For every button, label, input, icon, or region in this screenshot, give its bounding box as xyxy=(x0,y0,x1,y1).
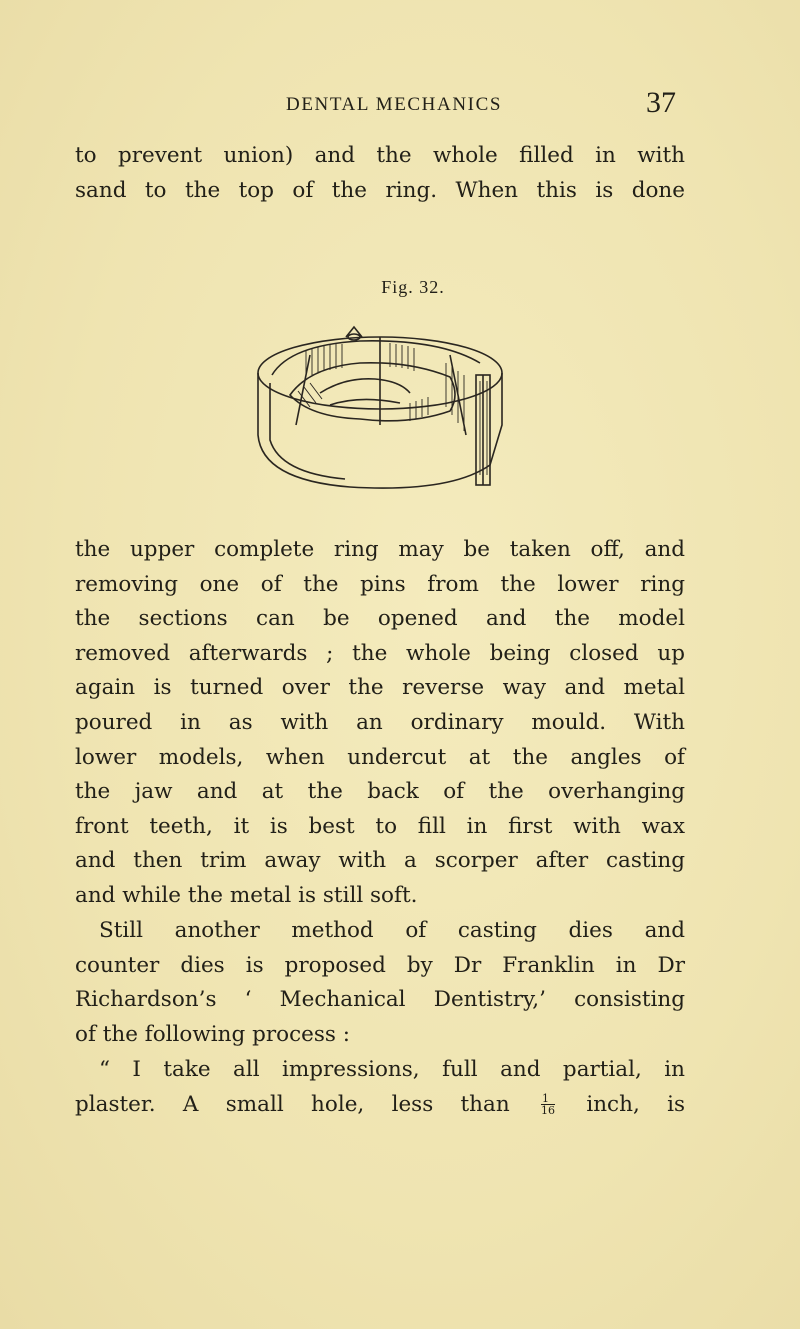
text-line: and then trim away with a scorper after casting xyxy=(75,848,685,874)
figure-illustration-ring-mould xyxy=(250,315,522,500)
text-line: again is turned over the reverse way and metal xyxy=(75,675,685,701)
text-line-with-fraction xyxy=(75,1088,685,1123)
text-line: of the following process : xyxy=(75,1021,350,1047)
text-segment: plaster. A small hole, less than xyxy=(75,1091,510,1117)
text-line: removed afterwards ; the whole being closed up xyxy=(75,640,685,666)
text-line: to prevent union) and the whole filled in with xyxy=(75,143,685,168)
text-line: Richardson’s ‘ Mechanical Dentistry,’ consisting xyxy=(75,987,685,1013)
top-paragraph xyxy=(75,139,685,208)
text-line: “ I take all impressions, full and partial, in xyxy=(99,1057,685,1082)
fraction-denominator: 16 xyxy=(541,1104,556,1118)
page-number: 37 xyxy=(646,86,676,119)
text-segment: inch, is xyxy=(586,1091,685,1117)
second-paragraph xyxy=(75,914,685,1052)
text-line: removing one of the pins from the lower ring xyxy=(75,571,685,597)
text-line: lower models, when undercut at the angles of xyxy=(75,744,685,770)
header-title: DENTAL MECHANICS xyxy=(286,94,503,115)
text-line: counter dies is proposed by Dr Franklin in Dr xyxy=(75,952,685,978)
text-line: front teeth, it is best to fill in first with wax xyxy=(75,813,685,839)
figure-caption: Fig. 32. xyxy=(381,277,445,297)
running-header xyxy=(286,88,676,122)
main-paragraph xyxy=(75,533,685,914)
fraction xyxy=(541,1093,555,1116)
fraction-numerator: 1 xyxy=(541,1093,555,1105)
quote-paragraph xyxy=(75,1053,685,1122)
text-line: poured in as with an ordinary mould. With xyxy=(75,709,685,735)
text-line: Still another method of casting dies and xyxy=(99,918,685,943)
text-line: the jaw and at the back of the overhanging xyxy=(75,779,685,805)
text-line: the upper complete ring may be taken off, and xyxy=(75,537,685,562)
text-line: sand to the top of the ring. When this is done xyxy=(75,177,685,203)
text-line: the sections can be opened and the model xyxy=(75,606,685,632)
text-line: and while the metal is still soft. xyxy=(75,882,418,908)
